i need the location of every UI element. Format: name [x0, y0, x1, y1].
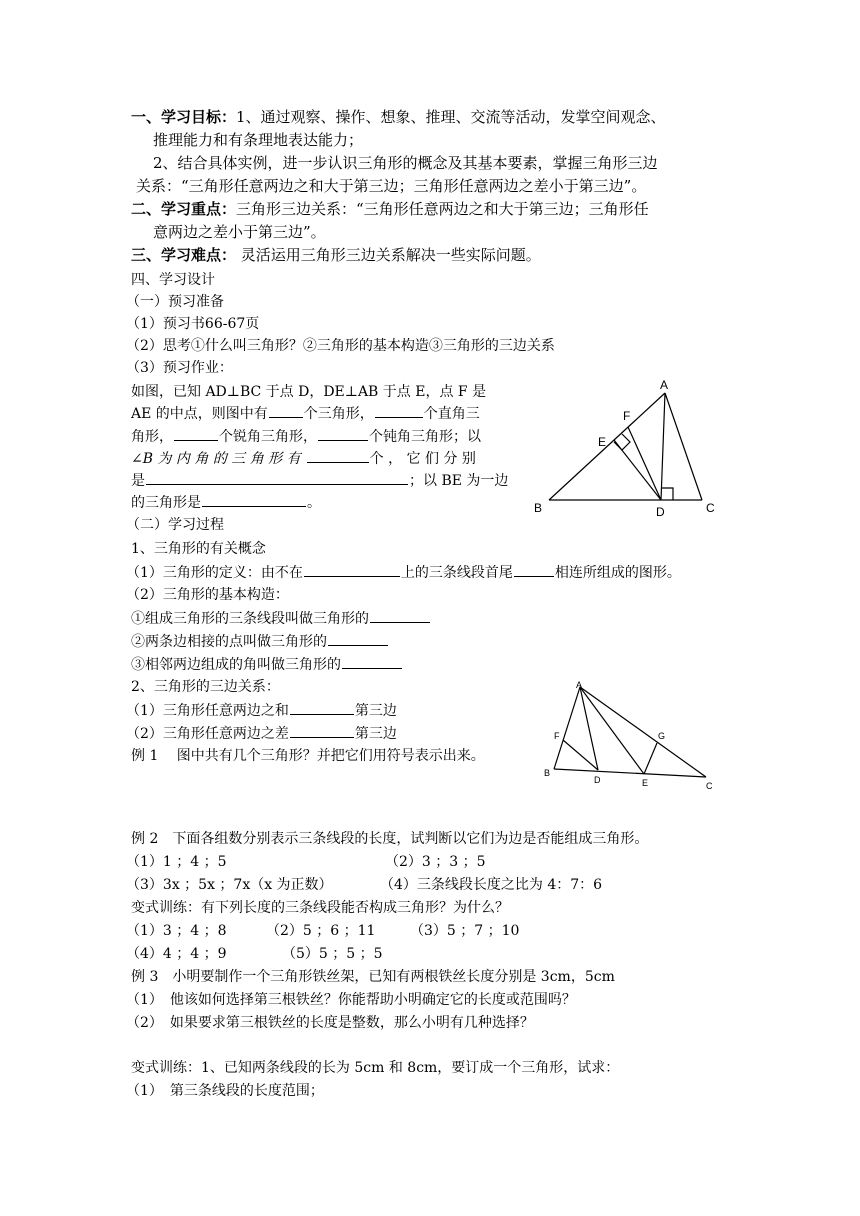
blank[interactable] [202, 492, 306, 507]
example-3-item-1: （1） 他该如何选择第三根铁丝？你能帮助小明确定它的长度或范围吗？ [126, 992, 576, 1008]
label-f: F [554, 731, 560, 741]
blank[interactable] [328, 631, 388, 646]
label-c: C [706, 501, 715, 515]
difficulties-line [131, 245, 541, 265]
objectives-heading: 一、学习目标： [131, 108, 237, 126]
objectives-line-4: 关系：“三角形任意两边之和大于第三边；三角形任意两边之差小于第三边”。 [136, 177, 647, 195]
example-2-item-3: （3）3x ；5x ；7x（x 为正数） [126, 877, 333, 893]
label-c: C [706, 781, 713, 791]
example-2-item-4: （4）三条线段长度之比为 4：7：6 [380, 877, 603, 893]
homework-line-5: 是 ；以 BE 为一边 [131, 470, 508, 491]
structure-item-2: ②两条边相接的点叫做三角形的 [131, 631, 389, 652]
example-1: 例 1 图中共有几个三角形？并把它们用符号表示出来。 [131, 748, 485, 764]
section-1-heading: 1、三角形的有关概念 [131, 541, 266, 557]
homework-line-3: 角形， 个锐角三角形， 个钝角三角形；以 [131, 426, 481, 447]
triangle-figure-1 [528, 376, 728, 521]
structure-heading: （2）三角形的基本构造： [126, 587, 289, 603]
segment-ac [665, 393, 702, 500]
variation-2-item-1: （1） 第三条线段的长度范围； [126, 1083, 324, 1099]
segment-ad [661, 393, 665, 500]
homework-line-2: AE 的中点，则图中有 个三角形， 个直角三 [131, 403, 480, 424]
label-b: B [544, 768, 551, 778]
label-g: G [658, 731, 666, 741]
variation-1: 变式训练：有下列长度的三条线段能否构成三角形？为什么？ [131, 900, 509, 916]
homework-line-1: 如图，已知 AD⊥BC 于点 D，DE⊥AB 于点 E，点 F 是 [131, 384, 487, 400]
example-3-item-2: （2） 如果要求第三根铁丝的长度是整数，那么小明有几种选择？ [126, 1015, 534, 1031]
blank[interactable] [514, 562, 554, 577]
process-heading: （二）学习过程 [126, 517, 224, 533]
blank[interactable] [290, 700, 354, 715]
blank[interactable] [370, 608, 430, 623]
blank[interactable] [304, 562, 400, 577]
difficulties-heading: 三、学习难点： [131, 246, 237, 264]
blank[interactable] [375, 403, 423, 418]
segment-ac [580, 687, 706, 777]
objectives-line-2: 推理能力和有条理地表达能力； [153, 131, 364, 149]
prep-item-2: （2）思考①什么叫三角形？②三角形的基本构造③三角形的三边关系 [126, 338, 555, 354]
right-angle-mark-e [614, 434, 630, 450]
example-3: 例 3 小明要制作一个三角形铁丝架，已知有两根铁丝长度分别是 3cm，5cm [131, 969, 615, 985]
objectives-line-3: 2、结合具体实例，进一步认识三角形的概念及其基本要素，掌握三角形三边 [153, 154, 658, 172]
structure-item-1: ①组成三角形的三条线段叫做三角形的 [131, 608, 431, 629]
keypoints-heading: 二、学习重点： [131, 200, 237, 218]
blank[interactable] [290, 723, 354, 738]
label-f: F [623, 409, 631, 423]
structure-item-3: ③相邻两边组成的角叫做三角形的 [131, 654, 403, 675]
section-2-heading: 2、三角形的三边关系： [131, 679, 280, 695]
variation-1-item-3: （3）5 ；7 ；10 [410, 923, 520, 939]
blank[interactable] [269, 403, 303, 418]
variation-1-item-2: （2）5 ；6 ；11 [266, 923, 376, 939]
blank[interactable] [307, 448, 369, 463]
keypoints-line-1 [131, 199, 649, 219]
keypoints-line-2: 意两边之差小于第三边”。 [153, 223, 326, 241]
example-2-item-1: （1）1 ；4 ；5 [126, 854, 227, 870]
label-e: E [642, 778, 649, 788]
variation-1-item-1: （1）3 ；4 ；8 [126, 923, 227, 939]
label-d: D [656, 505, 665, 519]
triangle-figure-2 [540, 677, 720, 795]
example-2: 例 2 下面各组数分别表示三条线段的长度，试判断以它们为边是否能组成三角形。 [131, 831, 649, 847]
homework-line-4: ∠B 为 内 角 的 三 角 形 有 个 ， 它 们 分 别 [131, 448, 476, 469]
design-title: 四、学习设计 [131, 272, 215, 288]
label-b: B [534, 501, 543, 515]
homework-line-6: 的三角形是 。 [131, 492, 321, 513]
segment-bc [554, 769, 706, 777]
label-d: D [594, 775, 601, 785]
relation-1: （1）三角形任意两边之和 第三边 [126, 700, 397, 721]
prep-item-1: （1）预习书66-67页 [126, 316, 260, 332]
segment-ab [554, 687, 580, 769]
objectives-line-1 [131, 107, 666, 127]
keypoints-text: 三角形三边关系：“三角形任意两边之和大于第三边；三角形任 [236, 200, 649, 218]
definition-line: （1）三角形的定义：由不在 上的三条线段首尾 相连所组成的图形。 [126, 562, 681, 583]
label-e: E [598, 435, 607, 449]
blank[interactable] [174, 426, 218, 441]
blank[interactable] [318, 426, 368, 441]
example-2-item-2: （2）3 ；3 ；5 [385, 854, 486, 870]
prep-item-3: （3）预习作业： [126, 360, 233, 376]
variation-1-item-5: （5）5 ；5 ；5 [282, 946, 383, 962]
difficulties-text: 灵活运用三角形三边关系解决一些实际问题。 [236, 246, 541, 264]
variation-1-item-4: （4）4 ；4 ；9 [126, 946, 227, 962]
segment-ba [549, 393, 665, 500]
prep-heading: （一）预习准备 [126, 294, 224, 310]
label-a: A [576, 680, 583, 690]
objectives-text: 1、通过观察、操作、想象、推理、交流等活动，发掌空间观念、 [236, 108, 666, 126]
right-angle-mark-d [661, 488, 673, 500]
blank[interactable] [342, 654, 402, 669]
relation-2: （2）三角形任意两边之差 第三边 [126, 723, 397, 744]
label-a: A [660, 378, 669, 392]
segment-eg [644, 743, 657, 774]
variation-2: 变式训练：1、已知两条线段的长为 5cm 和 8cm，要订成一个三角形，试求： [131, 1060, 620, 1076]
blank[interactable] [146, 470, 408, 485]
